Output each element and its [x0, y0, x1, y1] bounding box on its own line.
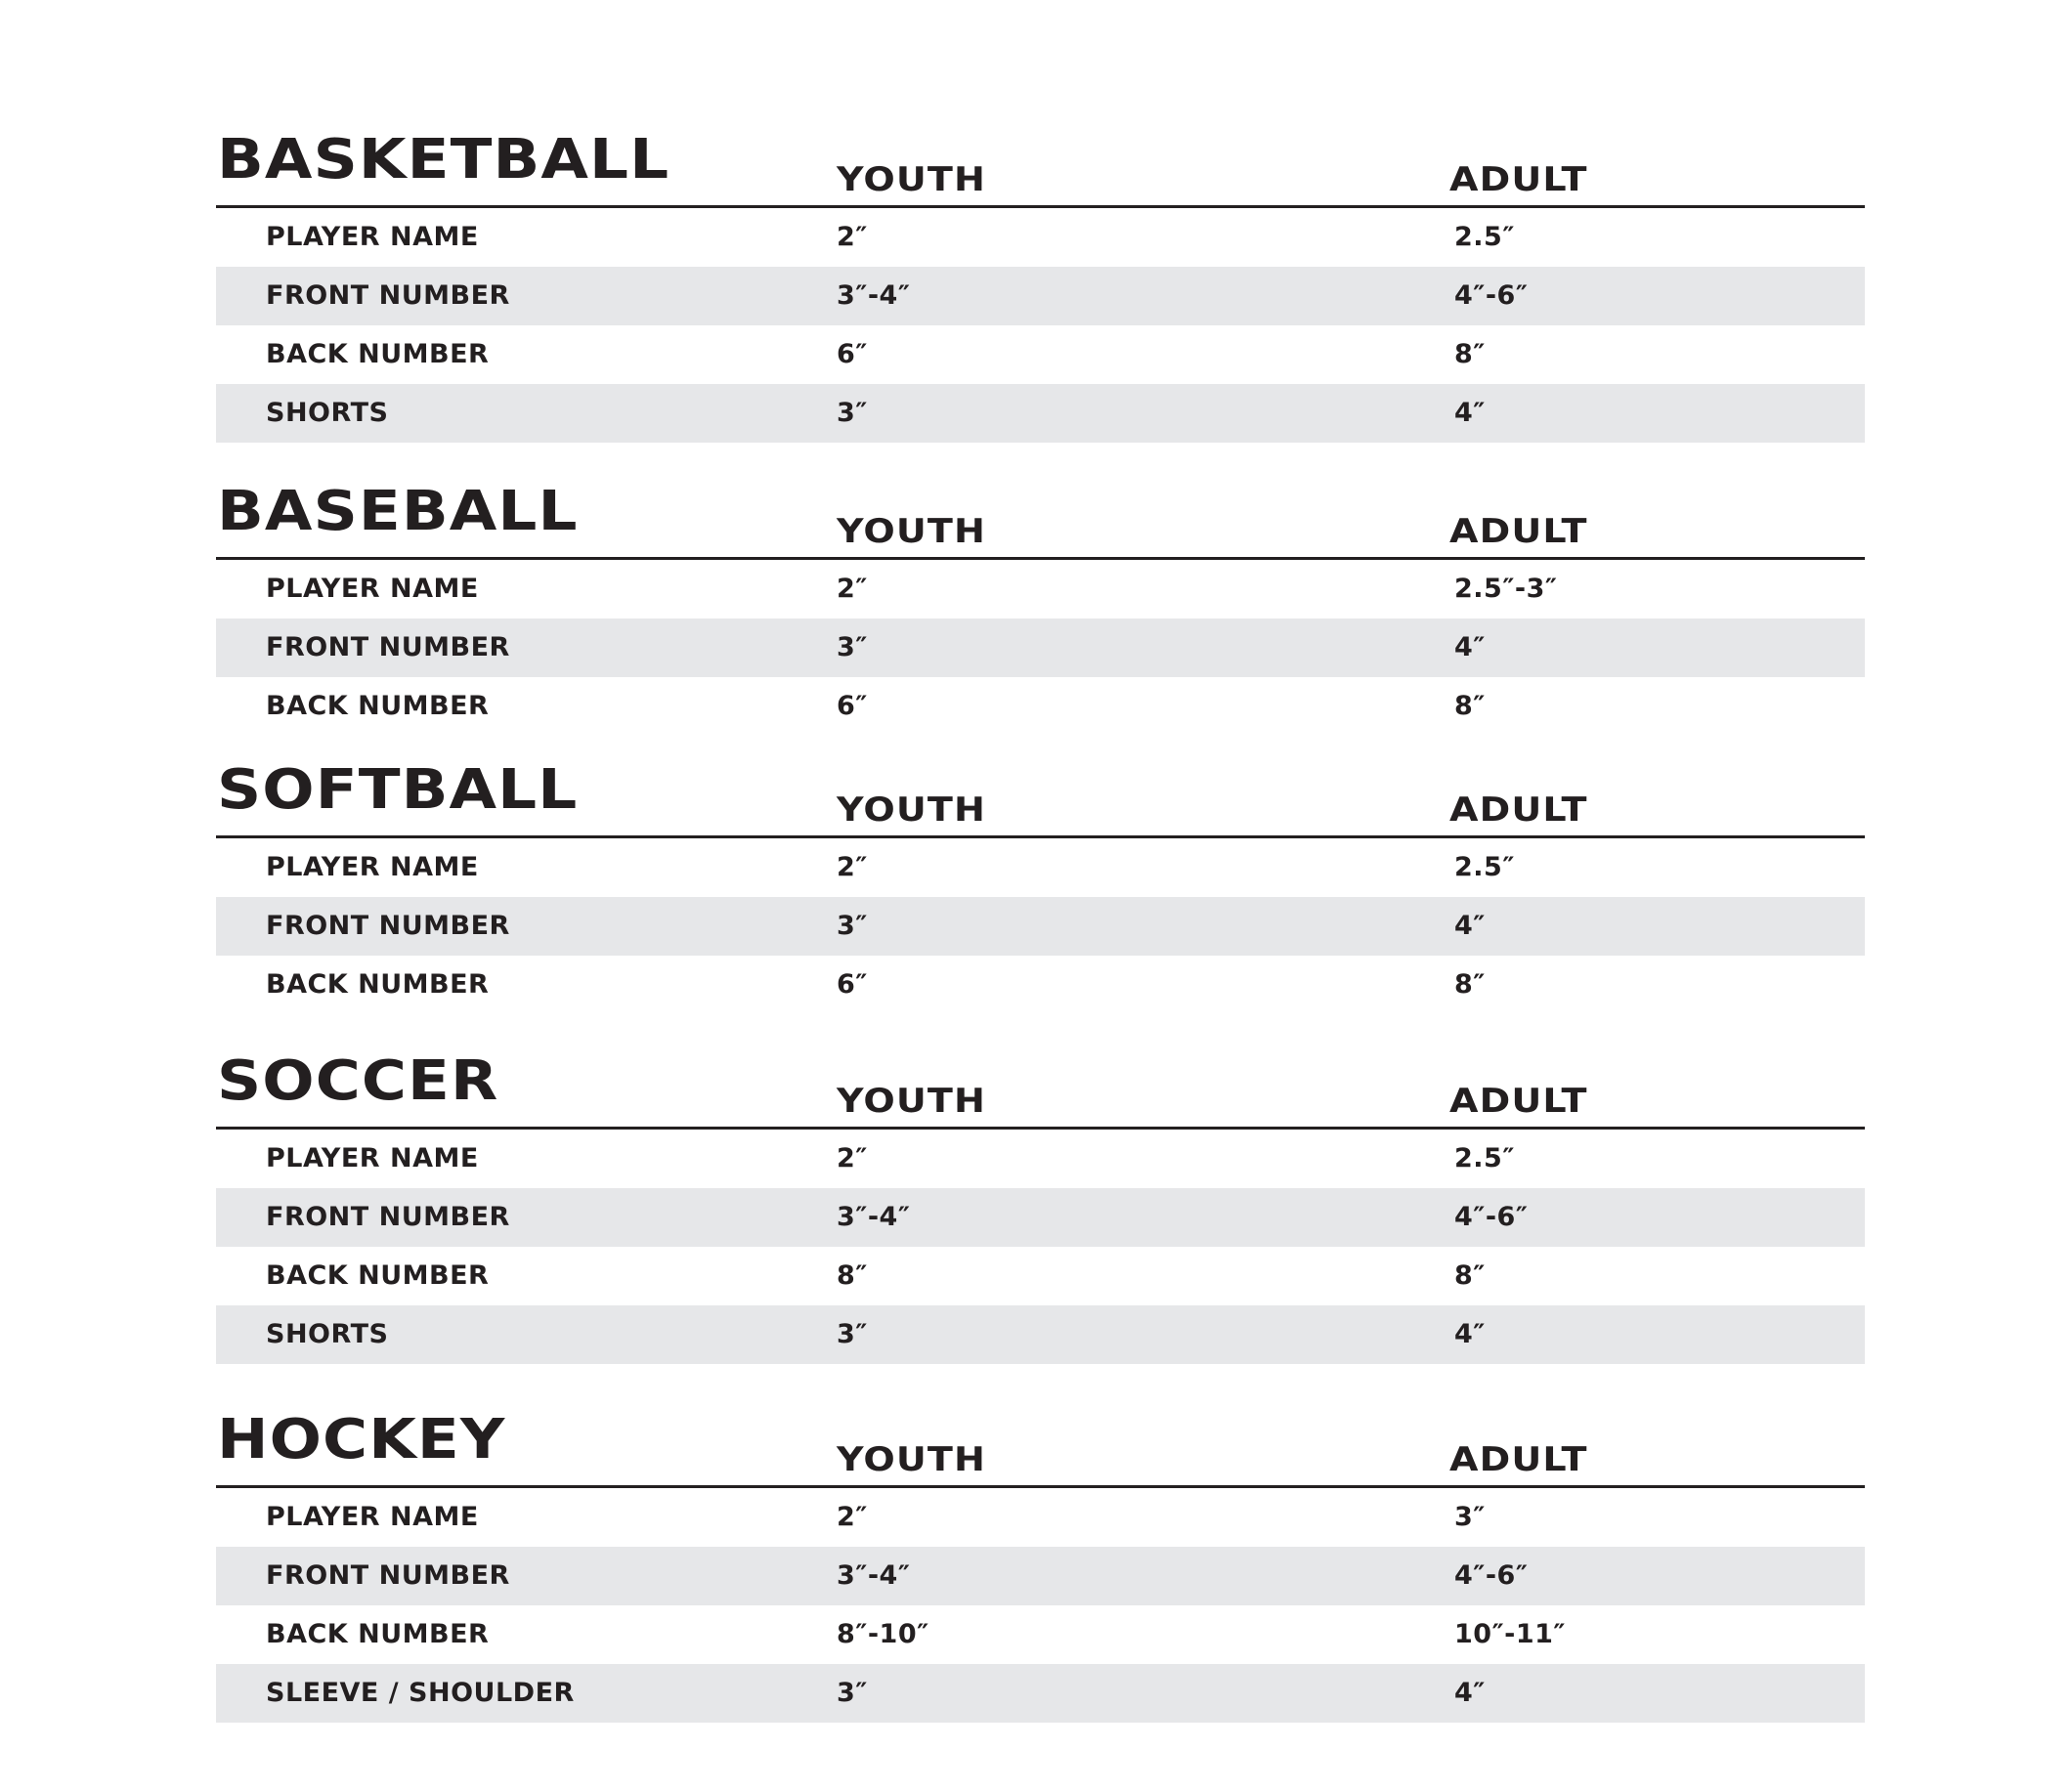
row-label: FRONT NUMBER — [266, 911, 510, 941]
table-row — [216, 1305, 1865, 1364]
youth-value: 3″-4″ — [837, 1202, 911, 1232]
table-row — [216, 208, 1865, 267]
youth-value: 3″ — [837, 911, 868, 941]
adult-value: 8″ — [1454, 1260, 1486, 1291]
row-label: BACK NUMBER — [266, 1260, 490, 1291]
youth-value: 3″ — [837, 632, 868, 662]
adult-value: 4″ — [1454, 1678, 1486, 1708]
table-row — [216, 384, 1865, 443]
table-row — [216, 267, 1865, 325]
adult-value: 4″ — [1454, 911, 1486, 941]
adult-value: 8″ — [1454, 691, 1486, 721]
section-header — [216, 1048, 1865, 1130]
table-row — [216, 560, 1865, 619]
youth-column-header: YOUTH — [837, 1440, 986, 1479]
adult-value: 8″ — [1454, 969, 1486, 1000]
section-soccer — [216, 1048, 1865, 1364]
youth-column-header: YOUTH — [837, 790, 986, 830]
youth-value: 2″ — [837, 574, 868, 604]
adult-value: 4″-6″ — [1454, 1560, 1529, 1591]
section-header — [216, 757, 1865, 838]
adult-column-header: ADULT — [1449, 512, 1588, 551]
section-basketball — [216, 127, 1865, 443]
row-label: FRONT NUMBER — [266, 1560, 510, 1591]
table-row — [216, 1664, 1865, 1723]
youth-value: 3″ — [837, 1319, 868, 1349]
adult-value: 4″-6″ — [1454, 1202, 1529, 1232]
row-label: FRONT NUMBER — [266, 632, 510, 662]
youth-value: 2″ — [837, 1143, 868, 1173]
adult-value: 4″ — [1454, 398, 1486, 428]
row-label: PLAYER NAME — [266, 1502, 479, 1532]
youth-column-header: YOUTH — [837, 1082, 986, 1121]
table-row — [216, 1188, 1865, 1247]
row-label: BACK NUMBER — [266, 339, 490, 369]
adult-column-header: ADULT — [1449, 1082, 1588, 1121]
table-row — [216, 1247, 1865, 1305]
table-row — [216, 1547, 1865, 1605]
youth-value: 2″ — [837, 852, 868, 882]
adult-value: 10″-11″ — [1454, 1619, 1566, 1649]
youth-value: 8″ — [837, 1260, 868, 1291]
adult-value: 8″ — [1454, 339, 1486, 369]
youth-value: 3″ — [837, 1678, 868, 1708]
sport-title: SOFTBALL — [217, 758, 579, 822]
section-baseball — [216, 479, 1865, 736]
section-header — [216, 479, 1865, 560]
youth-value: 6″ — [837, 691, 868, 721]
row-label: SHORTS — [266, 398, 389, 428]
adult-value: 2.5″-3″ — [1454, 574, 1558, 604]
row-label: FRONT NUMBER — [266, 1202, 510, 1232]
section-softball — [216, 757, 1865, 1014]
row-label: PLAYER NAME — [266, 222, 479, 252]
adult-column-header: ADULT — [1449, 790, 1588, 830]
table-row — [216, 1605, 1865, 1664]
row-label: PLAYER NAME — [266, 574, 479, 604]
row-label: PLAYER NAME — [266, 1143, 479, 1173]
row-label: PLAYER NAME — [266, 852, 479, 882]
youth-value: 6″ — [837, 969, 868, 1000]
section-header — [216, 1407, 1865, 1488]
sport-title: HOCKEY — [217, 1408, 506, 1472]
sport-title: SOCCER — [217, 1049, 499, 1113]
section-hockey — [216, 1407, 1865, 1723]
adult-value: 4″ — [1454, 1319, 1486, 1349]
row-label: FRONT NUMBER — [266, 280, 510, 311]
row-label: SLEEVE / SHOULDER — [266, 1678, 575, 1708]
youth-value: 8″-10″ — [837, 1619, 929, 1649]
adult-value: 2.5″ — [1454, 852, 1515, 882]
table-row — [216, 677, 1865, 736]
youth-value: 2″ — [837, 222, 868, 252]
adult-column-header: ADULT — [1449, 160, 1588, 199]
adult-value: 4″ — [1454, 632, 1486, 662]
table-row — [216, 838, 1865, 897]
adult-value: 4″-6″ — [1454, 280, 1529, 311]
table-row — [216, 325, 1865, 384]
adult-value: 2.5″ — [1454, 1143, 1515, 1173]
table-row — [216, 1488, 1865, 1547]
table-row — [216, 956, 1865, 1014]
table-row — [216, 619, 1865, 677]
row-label: BACK NUMBER — [266, 691, 490, 721]
row-label: SHORTS — [266, 1319, 389, 1349]
sport-title: BASKETBALL — [217, 128, 670, 192]
adult-column-header: ADULT — [1449, 1440, 1588, 1479]
section-header — [216, 127, 1865, 208]
adult-value: 3″ — [1454, 1502, 1486, 1532]
row-label: BACK NUMBER — [266, 969, 490, 1000]
youth-value: 6″ — [837, 339, 868, 369]
table-row — [216, 1130, 1865, 1188]
youth-value: 3″-4″ — [837, 280, 911, 311]
adult-value: 2.5″ — [1454, 222, 1515, 252]
youth-column-header: YOUTH — [837, 160, 986, 199]
youth-column-header: YOUTH — [837, 512, 986, 551]
youth-value: 3″-4″ — [837, 1560, 911, 1591]
youth-value: 3″ — [837, 398, 868, 428]
sport-title: BASEBALL — [217, 480, 579, 543]
table-row — [216, 897, 1865, 956]
youth-value: 2″ — [837, 1502, 868, 1532]
row-label: BACK NUMBER — [266, 1619, 490, 1649]
